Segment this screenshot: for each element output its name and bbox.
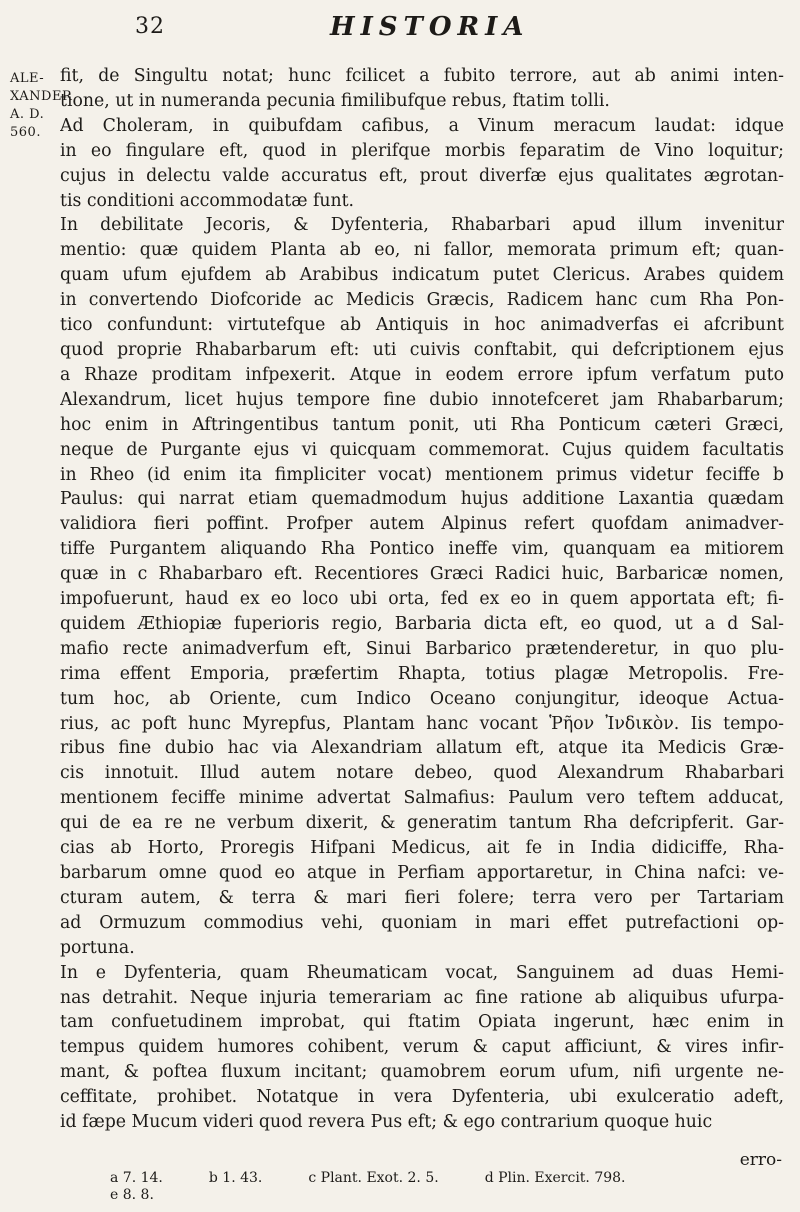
text-line: ad Ormuzum commodius vehi, quoniam in mari effet putrefactioni op- [60,912,784,933]
text-line: mentionem feciffe minime advertat Salmafius: Paulum vero teftem adducat, [60,788,784,809]
text-line: quidem Æthiopiæ fuperioris regio, Barbaria dicta eft, eo quod, ut a d Sal- [60,613,784,634]
text-line: quod proprie Rhabarbarum eft: uti cuivis conftabit, qui defcriptionem ejus [60,339,784,360]
text-line: impofuerunt, haud ex eo loco ubi orta, fed ex eo in quem apportata eft; fi- [60,589,784,610]
text-line: tum hoc, ab Oriente, cum Indico Oceano conjungitur, ideoque Actua- [60,688,784,709]
text-line: tiffe Purgantem aliquando Rha Pontico ineffe vim, quanquam ea mitiorem [60,539,784,560]
text-line: ceffitate, prohibet. Notatque in vera Dyfenteria, ubi exulceratio adeft, [60,1087,784,1108]
text-line: rima effent Emporia, præfertim Rhapta, totius plagæ Metropolis. Fre- [60,663,784,684]
footnote: e 8. 8. [110,1187,154,1203]
text-line: tis conditioni accommodatæ funt. [60,190,355,211]
text-line: in convertendo Diofcoride ac Medicis Græcis, Radicem hanc cum Rha Pon- [60,290,784,311]
margin-note [10,70,73,142]
text-line: Paulus: qui narrat etiam quemadmodum hujus additione Laxantia quædam [60,489,784,510]
text-line: nas detrahit. Neque injuria temerariam ac fine ratione ab aliquibus ufurpa- [60,987,784,1008]
text-line: in Rheo (id enim ita fimpliciter vocat) mentionem primus videtur feciffe b [60,464,784,485]
text-line: quæ in c Rhabarbaro eft. Recentiores Græci Radici huic, Barbaricæ nomen, [60,564,784,585]
footnote: b 1. 43. [208,1170,263,1186]
text-line: mentio: quæ quidem Planta ab eo, ni fallor, memorata primum eft; quan- [60,240,784,261]
text-line: cturam autem, & terra & mari fieri folere; terra vero per Tartariam [60,887,784,908]
text-line: hoc enim in Aftringentibus tantum ponit, uti Rha Ponticum cæteri Græci, [60,414,784,435]
page-header [0,12,800,52]
running-title: HISTORIA [330,12,530,42]
body-text [60,64,784,1135]
footnotes [110,1170,770,1204]
text-line: qui de ea re ne verbum dixerit, & generatim tantum Rha defcripferit. Gar- [60,813,784,834]
text-line: portuna. [60,937,135,958]
text-line: ribus fine dubio hac via Alexandriam allatum eft, atque ita Medicis Græ- [60,738,784,759]
catchword: erro- [739,1150,782,1170]
text-line: tione, ut in numeranda pecunia fimilibufque rebus, ftatim tolli. [60,90,610,111]
footnote: a 7. 14. [110,1170,163,1186]
page-number: 32 [135,14,165,39]
margin-line: ALE- [10,71,45,86]
text-line: barbarum omne quod eo atque in Perfiam apportaretur, in China nafci: ve- [60,863,784,883]
footnote: d Plin. Exercit. 798. [484,1170,626,1186]
text-line: mant, & poftea fluxum incitant; quamobrem eorum ufum, nifi urgente ne- [60,1062,784,1083]
text-line: tico confundunt: virtutefque ab Antiquis in hoc animadverfas ei afcribunt [60,315,784,336]
footnote-row [110,1170,770,1187]
text-line: cis innotuit. Illud autem notare debeo, quod Alexandrum Rhabarbari [60,763,784,784]
margin-line: XANDER [10,89,73,104]
text-line: In e Dyfenteria, quam Rheumaticam vocat, Sanguinem ad duas Hemi- [60,962,784,983]
footnote-row [110,1187,770,1204]
text-line: quam ufum ejufdem ab Arabibus indicatum putet Clericus. Arabes quidem [60,265,784,286]
text-line: fit, de Singultu notat; hunc fcilicet a fubito terrore, aut ab animi inten- [60,66,784,86]
text-line: cias ab Horto, Proregis Hifpani Medicus, ait fe in India didiciffe, Rha- [60,838,784,859]
text-line: a Rhaze proditam infpexerit. Atque in eodem errore ipfum verfatum puto [60,364,784,385]
text-line: Alexandrum, licet hujus tempore fine dubio innotefceret jam Rhabarbarum; [60,389,784,410]
text-line: validiora fieri poffint. Profper autem Alpinus refert quofdam animadver- [60,514,784,535]
text-line: tempus quidem humores cohibent, verum & caput afficiunt, & vires infir- [60,1037,784,1058]
text-line: Ad Choleram, in quibufdam cafibus, a Vinum meracum laudat: idque [60,115,784,136]
text-line: mafio recte animadverfum eft, Sinui Barbarico prætenderetur, in quo plu- [60,638,784,659]
text-line: in eo fingulare eft, quod in plerifque morbis feparatim de Vino loquitur; [60,140,784,161]
footnote: c Plant. Exot. 2. 5. [308,1170,439,1186]
text-line: id fæpe Mucum videri quod revera Pus eft; & ego contrarium quoque huic [60,1112,713,1133]
text-line: cujus in delectu valde accuratus eft, prout diverfæ ejus qualitates ægrotan- [60,165,784,186]
text-line: neque de Purgante ejus vi quicquam commemorat. Cujus quidem facultatis [60,439,784,460]
text-line: tam confuetudinem improbat, qui ftatim Opiata ingerunt, hæc enim in [60,1012,784,1033]
text-line: rius, ac poft hunc Myrepfus, Plantam hanc vocant Ῥῆον Ἰνδικὸν. Iis tempo- [60,713,784,734]
margin-line: 560. [10,125,41,140]
margin-line: A. D. [10,107,45,122]
text-line: In debilitate Jecoris, & Dyfenteria, Rhabarbari apud illum invenitur [60,215,784,236]
